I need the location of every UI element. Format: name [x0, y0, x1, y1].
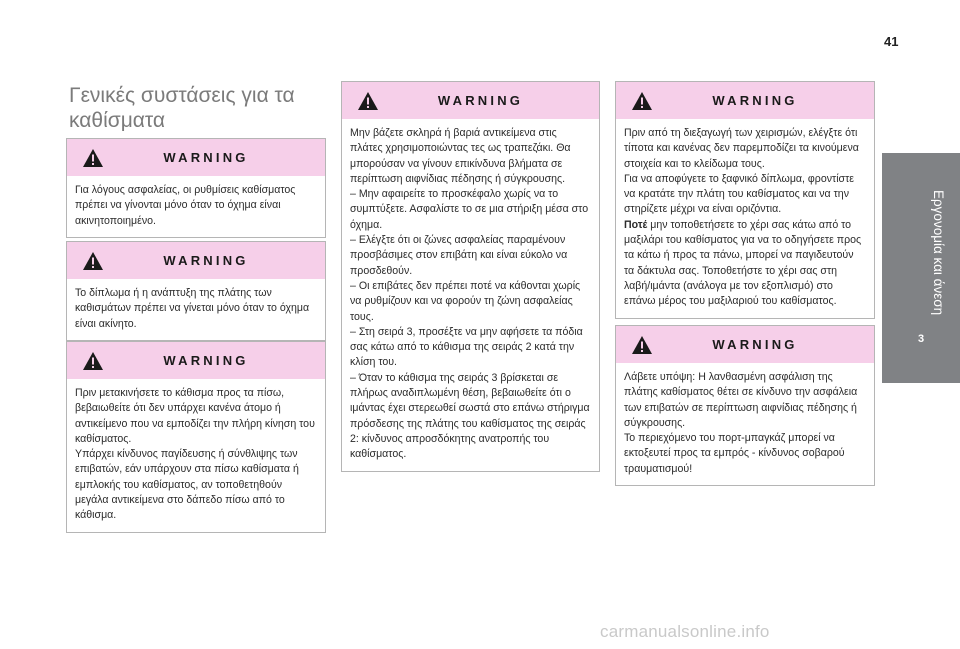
warning-title: WARNING — [437, 93, 524, 108]
warning-triangle-icon — [631, 335, 653, 355]
warning-paragraph: Λάβετε υπόψη: Η λανθασμένη ασφάλιση της πλάτης καθίσματος θέτει σε κίνδυνο την ασφάλεια των επιβατών σε περίπτωση αιφνίδιας πέδησης ή σύγκρουσης. — [624, 371, 858, 429]
warning-paragraph: – Όταν το κάθισμα της σειράς 3 βρίσκεται σε πλήρως αναδιπλωμένη θέση, βεβαιωθείτε ότι ο ιμάντας έχει στερεωθεί σωστά στο επάνω στήριγμα πρόσδεσης της πλάτης του καθίσματος της σειράς 2: κίνδυνος απροσδόκητης ανατροπής του καθίσματος. — [350, 371, 590, 461]
page-title: Γενικές συστάσεις για τα καθίσματα — [69, 84, 295, 132]
warning-title: WARNING — [163, 253, 249, 268]
warning-header — [342, 82, 599, 119]
warning-triangle-icon — [82, 148, 104, 168]
warning-title: WARNING — [712, 337, 798, 352]
warning-paragraph: Πριν από τη διεξαγωγή των χειρισμών, ελέγξτε ότι τίποτα και κανένας δεν παρεμποδίζει τα κινούμενα στοιχεία και το κλείδωμα τους. — [624, 127, 859, 170]
warning-triangle-icon — [82, 251, 104, 271]
warning-triangle-icon — [357, 91, 379, 111]
warning-header — [67, 242, 325, 279]
warning-paragraph: Το δίπλωμα ή η ανάπτυξη της πλάτης των καθισμάτων πρέπει να γίνεται μόνο όταν το όχημα είναι ακίνητο. — [75, 287, 310, 330]
warning-title: WARNING — [712, 93, 798, 108]
warning-box-seat-rearward — [66, 341, 326, 533]
warning-triangle-icon — [82, 351, 104, 371]
warning-box-objects-and-belts — [341, 81, 600, 472]
warning-paragraph: – Στη σειρά 3, προσέξτε να μην αφήσετε τα πόδια σας κάτω από το κάθισμα της σειράς 2 κατά την κλίση του. — [350, 325, 583, 369]
warning-box-backrest-folding — [66, 241, 326, 341]
warning-header — [67, 139, 325, 176]
warning-text — [616, 363, 874, 485]
warning-text — [67, 176, 325, 237]
warning-box-seat-adjustment — [66, 138, 326, 238]
warning-bold-lead: Ποτέ — [624, 218, 648, 231]
warning-header — [616, 326, 874, 363]
warning-paragraph: – Οι επιβάτες δεν πρέπει ποτέ να κάθονται χωρίς να ρυθμίζουν και να φορούν τη ζώνη ασφαλείας τους. — [350, 279, 581, 323]
warning-text — [342, 119, 599, 471]
page-number: 41 — [884, 34, 899, 49]
warning-paragraph: Για λόγους ασφαλείας, οι ρυθμίσεις καθίσματος πρέπει να γίνονται μόνο όταν το όχημα είναι ακινητοποιημένο. — [75, 184, 296, 227]
warning-paragraph: Πριν μετακινήσετε το κάθισμα προς τα πίσω, βεβαιωθείτε ότι δεν υπάρχει κανένα άτομο ή αντικείμενο που να εμποδίζει την πλήρη κίνηση του καθίσματος. — [75, 387, 315, 445]
warning-title: WARNING — [163, 150, 249, 165]
warning-title: WARNING — [163, 353, 249, 368]
warning-header — [67, 342, 325, 379]
warning-paragraph: Υπάρχει κίνδυνος παγίδευσης ή σύνθλιψης των επιβατών, εάν υπάρχουν στα πίσω καθίσματα ή εμπλοκής του καθίσματος, αν τοποθετηθούν μεγάλα αντικείμενα στο δάπεδο πίσω από το κάθισμα. — [75, 448, 299, 522]
warning-paragraph: – Μην αφαιρείτε το προσκέφαλο χωρίς να το συμπτύξετε. Ασφαλίστε το σε μια στήριξη μέσα στο όχημα. — [350, 188, 589, 231]
warning-paragraph: – Ελέγξτε ότι οι ζώνες ασφαλείας παραμένουν προσβάσιμες στον επιβάτη και είναι εύκολο να προσδεθούν. — [350, 234, 568, 277]
warning-paragraph: Για να αποφύγετε το ξαφνικό δίπλωμα, φροντίστε να κρατάτε την πλάτη του καθίσματος και να την στηρίζετε μέχρι να είναι οριζόντια. — [624, 172, 854, 216]
warning-box-folding-operations — [615, 81, 875, 319]
watermark: carmanualsonline.info — [600, 622, 770, 641]
warning-triangle-icon — [631, 91, 653, 111]
warning-paragraph: Το περιεχόμενο του πορτ-μπαγκάζ μπορεί να εκτοξευτεί προς τα εμπρός - κίνδυνος σοβαρού τραυματισμού! — [624, 432, 845, 475]
warning-text — [67, 279, 325, 340]
warning-box-backrest-locking — [615, 325, 875, 486]
warning-paragraph-rest: μην τοποθετήσετε το χέρι σας κάτω από το μαξιλάρι του καθίσματος για να το οδηγήσετε προς τα κάτω ή προς τα πάνω, μπορεί να παγιδευτούν τα δάκτυλα σας. Τοποθετήστε το χέρι σας στη λαβή/ιμάντα (ανάλογα με τον εξοπλισμό) στο επάνω μέρος του μαξιλαριού του καθίσματος. — [624, 218, 862, 308]
warning-text — [616, 119, 874, 318]
warning-text — [67, 379, 325, 532]
warning-paragraph: Μην βάζετε σκληρά ή βαριά αντικείμενα στις πλάτες χρησιμοποιώντας τες ως τραπεζάκι. Θα μπορούσαν να γίνουν επικίνδυνα βλήματα σε περίπτωση αιφνίδιας πέδησης ή σύγκρουσης. — [350, 127, 571, 185]
chapter-title: Εργονομία και άνεση — [931, 190, 946, 316]
chapter-number: 3 — [917, 333, 925, 345]
warning-paragraph — [624, 218, 865, 310]
warning-header — [616, 82, 874, 119]
